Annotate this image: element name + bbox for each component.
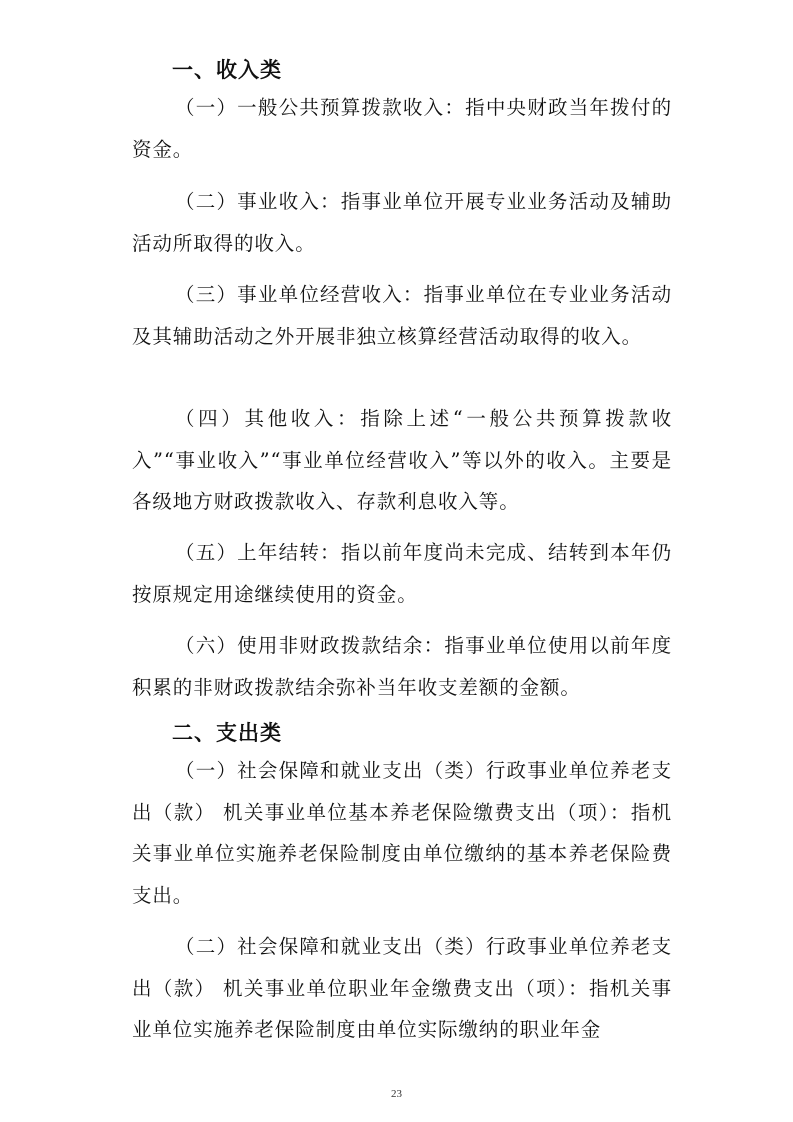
paragraph-income-5: （五）上年结转：指以前年度尚未完成、结转到本年仍按原规定用途继续使用的资金。: [132, 541, 672, 606]
paragraph-income-1: （一）一般公共预算拨款收入：指中央财政当年拨付的资金。: [132, 96, 672, 161]
paragraph-income-2: （二）事业收入：指事业单位开展专业业务活动及辅助活动所取得的收入。: [132, 190, 672, 255]
section-heading-expenditure: 二、支出类: [172, 721, 282, 745]
paragraph-income-3: （三）事业单位经营收入：指事业单位在专业业务活动及其辅助活动之外开展非独立核算经营活动取得的收入。: [132, 283, 672, 348]
paragraph-income-6: （六）使用非财政拨款结余：指事业单位使用以前年度积累的非财政拨款结余弥补当年收支差额的金额。: [132, 634, 672, 699]
paragraph-expenditure-2: （二）社会保障和就业支出（类）行政事业单位养老支出（款） 机关事业单位职业年金缴费支出（项）：指机关事业单位实施养老保险制度由单位实际缴纳的职业年金: [132, 935, 672, 1041]
paragraph-expenditure-1: （一）社会保障和就业支出（类）行政事业单位养老支出（款） 机关事业单位基本养老保险缴费支出（项）：指机关事业单位实施养老保险制度由单位缴纳的基本养老保险费支出。: [132, 759, 672, 907]
paragraph-income-4: （四）其他收入：指除上述“一般公共预算拨款收入”“事业收入”“事业单位经营收入”等以外的收入。主要是各级地方财政拨款收入、存款利息收入等。: [132, 407, 672, 513]
section-heading-income: 一、收入类: [172, 58, 282, 82]
page-number: 23: [391, 1088, 402, 1100]
